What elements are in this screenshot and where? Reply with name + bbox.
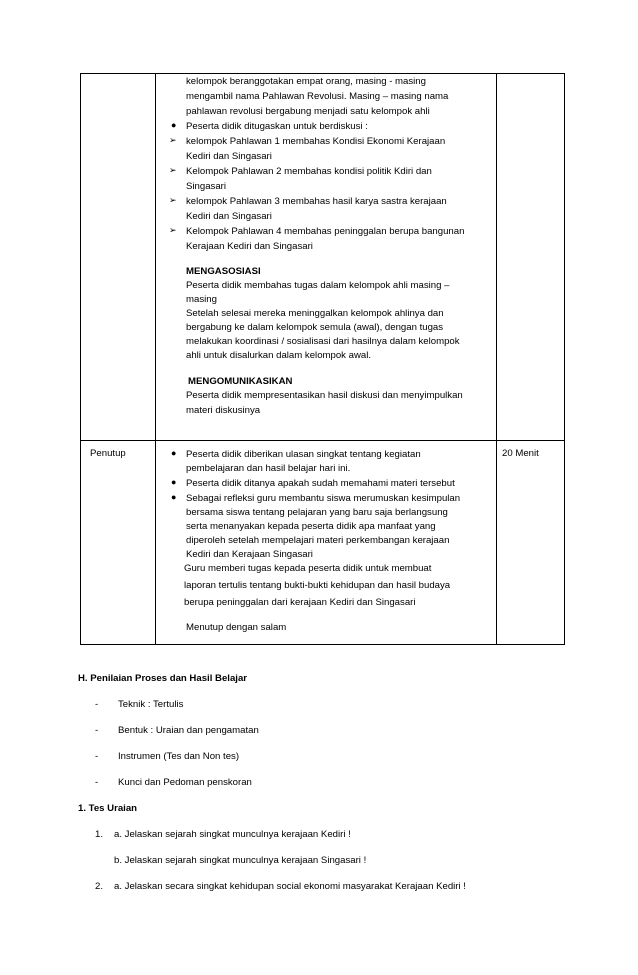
row2-line-8: Guru memberi tugas kepada peserta didik untuk membuat [184, 563, 432, 574]
table-row-divider [80, 440, 565, 441]
section-h-title: H. Penilaian Proses dan Hasil Belajar [78, 673, 248, 684]
table-bottom-border [80, 644, 565, 645]
list-item: Kunci dan Pedoman penskoran [118, 777, 252, 788]
row2-line-5: serta menanyakan kepada peserta didik apa manfaat yang [186, 521, 436, 532]
row1-line-4: kelompok Pahlawan 1 membahas Kondisi Ekonomi Kerajaan [186, 136, 446, 147]
row1-line-1: mengambil nama Pahlawan Revolusi. Masing – masing nama [186, 91, 449, 102]
row2-line-10: berupa peninggalan dari kerajaan Kediri dan Singasari [184, 597, 416, 608]
arrow-bullet-icon: ➢ [169, 225, 177, 235]
question-1-number: 1. [95, 829, 104, 840]
list-item-dash: - [95, 725, 99, 736]
bullet-dot-icon: ● [171, 120, 177, 130]
list-item: Teknik : Tertulis [118, 699, 184, 710]
mengasosiasi-line-4: melakukan koordinasi / sosialisasi dari hasilnya dalam kelompok [186, 336, 460, 347]
table-left-border [80, 73, 81, 645]
list-item: Bentuk : Uraian dan pengamatan [118, 725, 259, 736]
stage-penutup: Penutup [90, 448, 126, 459]
row1-line-0: kelompok beranggotakan empat orang, masing - masing [186, 76, 426, 87]
mengomunikasikan-heading: MENGOMUNIKASIKAN [188, 376, 293, 387]
question-2a: a. Jelaskan secara singkat kehidupan social ekonomi masyarakat Kerajaan Kediri ! [114, 881, 466, 892]
question-1b: b. Jelaskan sejarah singkat munculnya kerajaan Singasari ! [114, 855, 367, 866]
row1-line-2: pahlawan revolusi bergabung menjadi satu kelompok ahli [186, 106, 430, 117]
mengasosiasi-line-0: Peserta didik membahas tugas dalam kelompok ahli masing – [186, 280, 450, 291]
row1-line-8: kelompok Pahlawan 3 membahas hasil karya sastra kerajaan [186, 196, 447, 207]
list-item-dash: - [95, 751, 99, 762]
row1-line-7: Singasari [186, 181, 226, 192]
row2-line-2: Peserta didik ditanya apakah sudah memahami materi tersebut [186, 478, 455, 489]
table-col-divider-1 [155, 73, 156, 645]
list-item: Instrumen (Tes dan Non tes) [118, 751, 240, 762]
row2-line-3: Sebagai refleksi guru membantu siswa merumuskan kesimpulan [186, 493, 461, 504]
row2-line-4: bersama siswa tentang pelajaran yang baru saja berlangsung [186, 507, 448, 518]
mengasosiasi-line-3: bergabung ke dalam kelompok semula (awal), dengan tugas [186, 322, 444, 333]
row2-line-0: Peserta didik diberikan ulasan singkat tentang kegiatan [186, 449, 421, 460]
mengasosiasi-line-2: Setelah selesai mereka meninggalkan kelompok ahlinya dan [186, 308, 444, 319]
arrow-bullet-icon: ➢ [169, 165, 177, 175]
row1-line-11: Kerajaan Kediri dan Singasari [186, 241, 313, 252]
table-top-border [80, 73, 565, 74]
mengomunikasikan-line-1: materi diskusinya [186, 405, 261, 416]
tes-uraian-title: 1. Tes Uraian [78, 803, 138, 814]
row2-line-9: laporan tertulis tentang bukti-bukti kehidupan dan hasil budaya [184, 580, 451, 591]
arrow-bullet-icon: ➢ [169, 135, 177, 145]
question-1a: a. Jelaskan sejarah singkat munculnya kerajaan Kediri ! [114, 829, 351, 840]
arrow-bullet-icon: ➢ [169, 195, 177, 205]
bullet-dot-icon: ● [171, 492, 177, 502]
time-20-menit: 20 Menit [502, 448, 539, 459]
table-right-border [564, 73, 565, 645]
row1-line-6: Kelompok Pahlawan 2 membahas kondisi politik Kdiri dan [186, 166, 432, 177]
mengasosiasi-heading: MENGASOSIASI [186, 266, 261, 277]
question-2-number: 2. [95, 881, 104, 892]
row2-line-7: Kediri dan Kerajaan Singasari [186, 549, 313, 560]
bullet-dot-icon: ● [171, 448, 177, 458]
row2-line-11: Menutup dengan salam [186, 622, 287, 633]
mengasosiasi-line-5: ahli untuk disalurkan dalam kelompok awal. [186, 350, 372, 361]
list-item-dash: - [95, 699, 99, 710]
row2-line-6: diperoleh setelah mempelajari materi perkembangan kerajaan [186, 535, 450, 546]
table-col-divider-2 [496, 73, 497, 645]
row2-line-1: pembelajaran dan hasil belajar hari ini. [186, 463, 351, 474]
row1-line-3: Peserta didik ditugaskan untuk berdiskusi : [186, 121, 368, 132]
row1-line-10: Kelompok Pahlawan 4 membahas peninggalan berupa bangunan [186, 226, 465, 237]
mengasosiasi-line-1: masing [186, 294, 217, 305]
bullet-dot-icon: ● [171, 477, 177, 487]
list-item-dash: - [95, 777, 99, 788]
row1-line-5: Kediri dan Singasari [186, 151, 272, 162]
row1-line-9: Kediri dan Singasari [186, 211, 272, 222]
mengomunikasikan-line-0: Peserta didik mempresentasikan hasil diskusi dan menyimpulkan [186, 390, 463, 401]
